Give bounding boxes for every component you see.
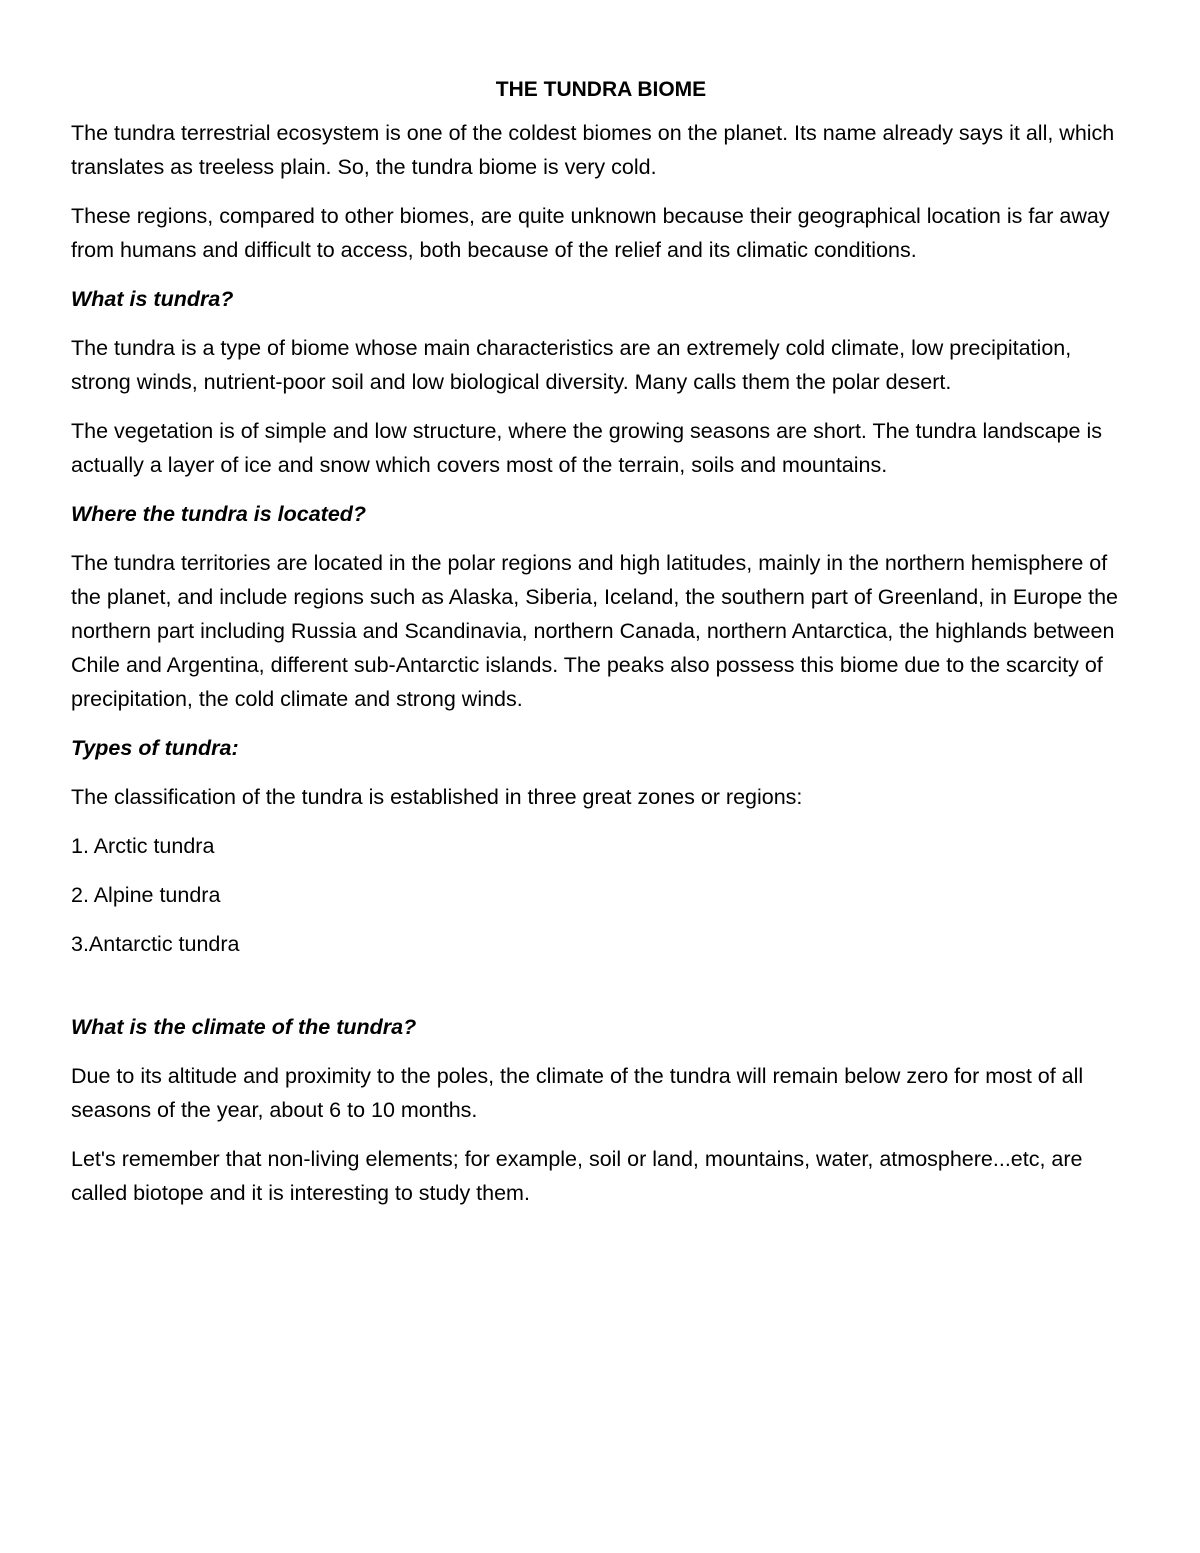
list-item: 1. Arctic tundra	[71, 834, 215, 858]
intro-paragraph: The tundra terrestrial ecosystem is one of the coldest biomes on the planet. Its name already says it all, which translates as treeless plain. So, the tundra biome is very cold.	[71, 121, 1115, 179]
list-item: 2. Alpine tundra	[71, 883, 221, 907]
section-heading: What is tundra?	[71, 287, 234, 311]
section-heading: Where the tundra is located?	[71, 502, 367, 526]
section-heading: Types of tundra:	[71, 736, 239, 760]
section-paragraph: The tundra is a type of biome whose main characteristics are an extremely cold climate, low precipitation, strong winds, nutrient-poor soil and low biological diversity. Many calls them the polar desert.	[71, 336, 1072, 394]
blank-line	[71, 976, 1131, 1010]
section-paragraph: Due to its altitude and proximity to the poles, the climate of the tundra will remain below zero for most of all seasons of the year, about 6 to 10 months.	[71, 1064, 1084, 1122]
section-heading: What is the climate of the tundra?	[71, 1015, 417, 1039]
section-paragraph: The classification of the tundra is established in three great zones or regions:	[71, 785, 803, 809]
section-paragraph: The tundra territories are located in the polar regions and high latitudes, mainly in the northern hemisphere of the planet, and include regions such as Alaska, Siberia, Iceland, the southern part of Greenland, in Europe the northern part including Russia and Scandinavia, northern Canada, northern Antarctica, the highlands between Chile and Argentina, different sub-Antarctic islands. The peaks also possess this biome due to the scarcity of precipitation, the cold climate and strong winds.	[71, 551, 1119, 711]
intro-paragraph: These regions, compared to other biomes, are quite unknown because their geographical location is far away from humans and difficult to access, both because of the relief and its climatic conditions.	[71, 204, 1110, 262]
section-paragraph: The vegetation is of simple and low structure, where the growing seasons are short. The tundra landscape is actually a layer of ice and snow which covers most of the terrain, soils and mountains.	[71, 419, 1102, 477]
document-title: THE TUNDRA BIOME	[495, 78, 707, 101]
list-item: 3.Antarctic tundra	[71, 932, 240, 956]
document-body	[71, 74, 1131, 1225]
section-paragraph: Let's remember that non-living elements; for example, soil or land, mountains, water, atmosphere...etc, are called biotope and it is interesting to study them.	[71, 1147, 1083, 1205]
